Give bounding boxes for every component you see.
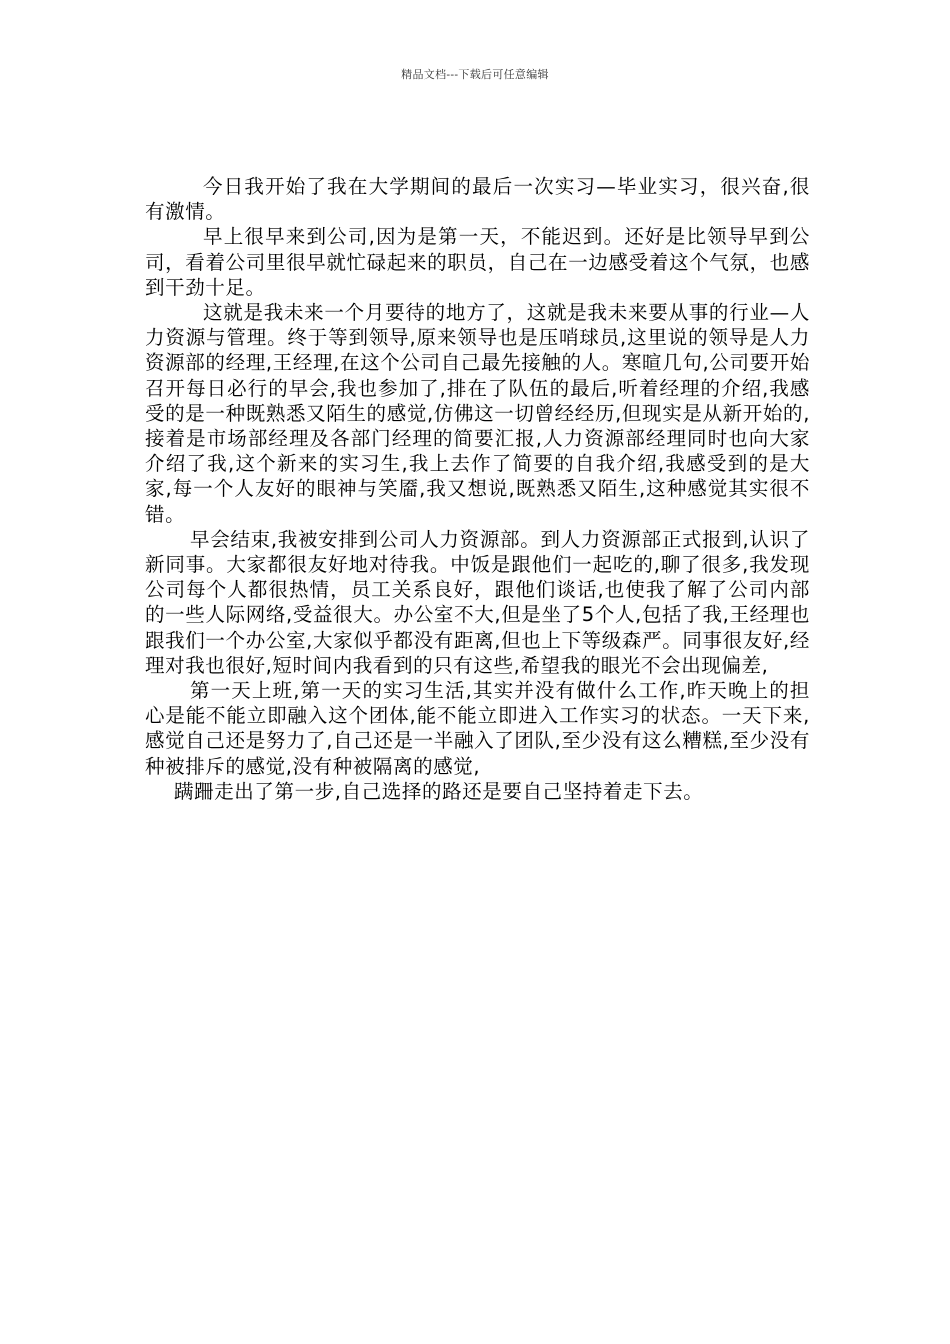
paragraph-4: 早会结束,我被安排到公司人力资源部。到人力资源部正式报到,认识了新同事。大家都很友好地对待我。中饭是跟他们一起吃的,聊了很多,我发现公司每个人都很热情，员工关系良好，跟他们谈话,也使我了解了公司内部的一些人际网络,受益很大。办公室不大,但是坐了5个人,包括了我,王经理也跟我们一个办公室,大家似乎都没有距离,但也上下等级森严。同事很友好,经理对我也很好,短时间内我看到的只有这些,希望我的眼光不会出现偏差, [145,527,810,677]
paragraph-3: 这就是我未来一个月要待的地方了，这就是我未来要从事的行业—人力资源与管理。终于等到领导,原来领导也是压哨球员,这里说的领导是人力资源部的经理,王经理,在这个公司自己最先接触的人。寒暄几句,公司要开始召开每日必行的早会,我也参加了,排在了队伍的最后,听着经理的介绍,我感受的是一种既熟悉又陌生的感觉,仿佛这一切曾经经历,但现实是从新开始的,接着是市场部经理及各部门经理的简要汇报,人力资源部经理同时也向大家介绍了我,这个新来的实习生,我上去作了简要的自我介绍,我感受到的是大家,每一个人友好的眼神与笑靥,我又想说,既熟悉又陌生,这种感觉其实很不错。 [145,301,810,526]
page-header: 精品文档---下载后可任意编辑 [401,68,549,81]
paragraph-6: 蹒跚走出了第一步,自己选择的路还是要自己坚持着走下去。 [174,779,704,803]
paragraph-5: 第一天上班,第一天的实习生活,其实并没有做什么工作,昨天晚上的担心是能不能立即融入这个团体,能不能立即进入工作实习的状态。一天下来,感觉自己还是努力了,自己还是一半融入了团队,至少没有这么糟糕,至少没有种被排斥的感觉,没有种被隔离的感觉, [145,679,810,778]
document-body [145,174,810,804]
paragraph-2: 早上很早来到公司,因为是第一天，不能迟到。还好是比领导早到公司，看着公司里很早就忙碌起来的职员，自己在一边感受着这个气氛，也感到干劲十足。 [145,225,810,299]
paragraph-1: 今日我开始了我在大学期间的最后一次实习—毕业实习，很兴奋,很有激情。 [145,175,810,224]
